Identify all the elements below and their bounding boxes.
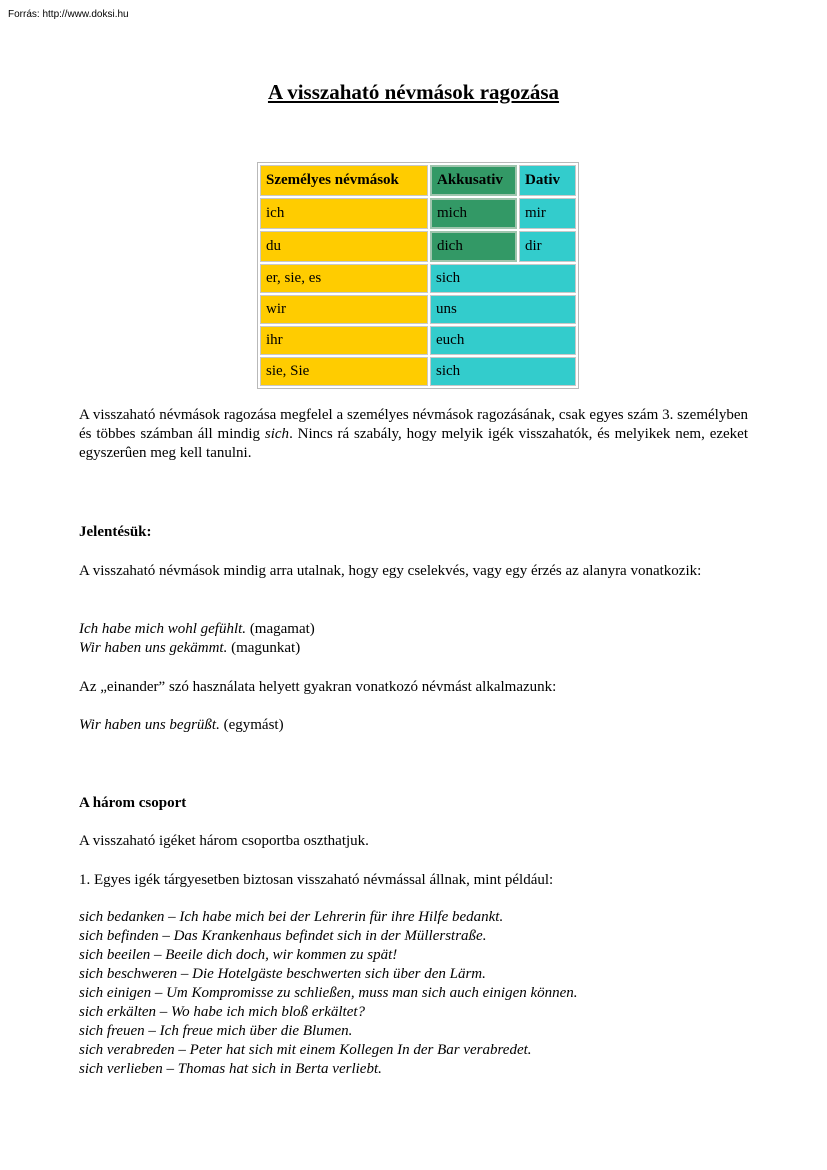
header-akkusativ: Akkusativ: [430, 165, 517, 196]
akkusativ-cell: dich: [430, 231, 517, 262]
dativ-cell: dir: [519, 231, 576, 262]
reflexive-cell: euch: [430, 326, 576, 355]
example-line: Wir haben uns begrüßt. (egymást): [79, 717, 284, 733]
verb-example: sich erkälten – Wo habe ich mich bloß erkältet?: [79, 1004, 366, 1020]
verb-example: sich verabreden – Peter hat sich mit einem Kollegen In der Bar verabredet.: [79, 1042, 532, 1058]
pronoun-table: [257, 162, 579, 389]
source-caption: Forrás: http://www.doksi.hu: [8, 9, 129, 20]
verb-example: sich verlieben – Thomas hat sich in Berta verliebt.: [79, 1061, 382, 1077]
meaning-paragraph: A visszaható névmások mindig arra utalnak, hogy egy cselekvés, vagy egy érzés az alanyra vonatkozik:: [79, 563, 702, 579]
table-row: [260, 295, 576, 324]
verb-example: sich beschweren – Die Hotelgäste beschwerten sich über den Lärm.: [79, 966, 486, 982]
example-line: Ich habe mich wohl gefühlt. (magamat): [79, 621, 315, 637]
reflexive-cell: sich: [430, 357, 576, 386]
verb-example: sich befinden – Das Krankenhaus befindet sich in der Müllerstraße.: [79, 928, 487, 944]
table-row: [260, 357, 576, 386]
verb-example: sich einigen – Um Kompromisse zu schließen, muss man sich auch einigen können.: [79, 985, 578, 1001]
intro-paragraph: A visszaható névmások ragozása megfelel a személyes névmások ragozásának, csak egyes szám 3. személyben és többes számban áll mindig sich. Nincs rá szabály, hogy melyik igék visszahatók, és melyikek nem, ezeket egyszerûen meg kell tanulni.: [79, 407, 748, 461]
verb-example: sich bedanken – Ich habe mich bei der Lehrerin für ihre Hilfe bedankt.: [79, 909, 504, 925]
example-line: Wir haben uns gekämmt. (magunkat): [79, 640, 301, 656]
table-row: [260, 264, 576, 293]
pronoun-cell: du: [260, 231, 428, 262]
groups-intro: A visszaható igéket három csoportba oszthatjuk.: [79, 833, 369, 849]
verb-example: sich beeilen – Beeile dich doch, wir kommen zu spät!: [79, 947, 398, 963]
akkusativ-cell: mich: [430, 198, 517, 229]
pronoun-cell: ihr: [260, 326, 428, 355]
header-personal-pronouns: Személyes névmások: [260, 165, 428, 196]
table-row: [260, 326, 576, 355]
page-title: A visszaható névmások ragozása: [267, 80, 560, 104]
pronoun-cell: wir: [260, 295, 428, 324]
pronoun-cell: er, sie, es: [260, 264, 428, 293]
table-row: [260, 198, 576, 229]
groups-heading: A három csoport: [79, 795, 187, 811]
reflexive-cell: sich: [430, 264, 576, 293]
meaning-heading: Jelentésük:: [79, 524, 152, 540]
pronoun-cell: ich: [260, 198, 428, 229]
dativ-cell: mir: [519, 198, 576, 229]
reflexive-cell: uns: [430, 295, 576, 324]
einander-paragraph: Az „einander” szó használata helyett gyakran vonatkozó névmást alkalmazunk:: [79, 679, 557, 695]
pronoun-cell: sie, Sie: [260, 357, 428, 386]
verb-example: sich freuen – Ich freue mich über die Blumen.: [79, 1023, 353, 1039]
verb-example-list: [79, 908, 748, 1079]
group-item-1: 1. Egyes igék tárgyesetben biztosan visszaható névmással állnak, mint például:: [79, 872, 554, 888]
table-header-row: [260, 165, 576, 196]
table-row: [260, 231, 576, 262]
header-dativ: Dativ: [519, 165, 576, 196]
